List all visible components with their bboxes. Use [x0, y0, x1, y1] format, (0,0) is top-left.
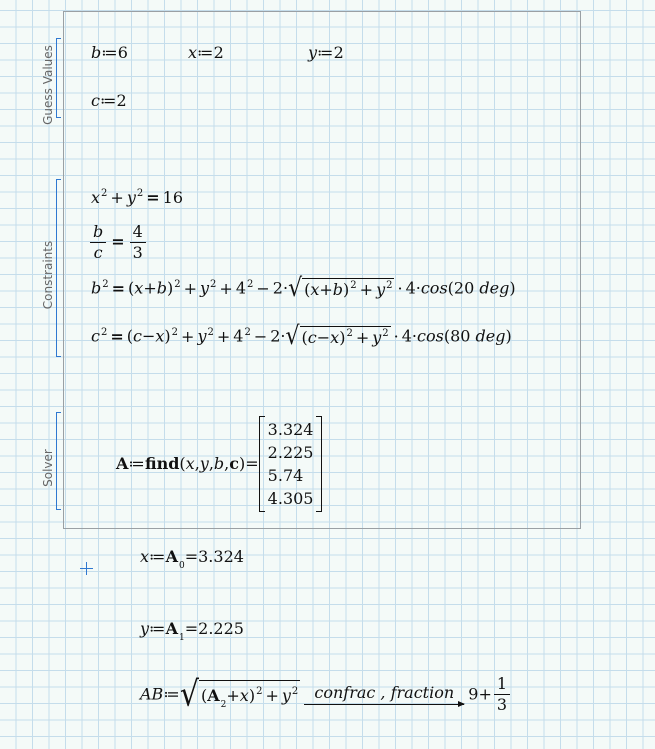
matrix-cell: 4.305 — [267, 489, 314, 508]
guess-y-region[interactable]: y≔2 — [308, 43, 344, 62]
guess-b-region[interactable]: b≔6 — [91, 43, 128, 62]
symbolic-arrow: confrac , fraction — [304, 685, 464, 705]
result-fraction: $\frac{1}{3}$ — [494, 676, 510, 713]
matrix-cell: 5.74 — [267, 466, 304, 485]
constraints-section[interactable] — [40, 179, 64, 357]
sqrt-sign: √ $(c-x)^2 + y^2$ — [285, 322, 389, 351]
ab-expression[interactable]: AB≔ √ $(A_2+x)^2 + y^2$ confrac , fraction 9+ $\frac{1}{3}$ — [140, 676, 512, 713]
section-bracket — [56, 179, 61, 357]
sqrt-sign: √ $(A_2+x)^2 + y^2$ — [179, 673, 299, 715]
guess-values-section[interactable] — [40, 38, 64, 125]
constraint-1[interactable]: $x^2 + y^2 = 16$ — [91, 188, 183, 207]
constraint-4[interactable]: $c^2 = (c-x)^2 + y^2 + 4^2 - 2\cdot$ √ $(c-x)^2 + y^2$ · 4·cos(80 deg) — [91, 322, 512, 351]
matrix-cell: 2.225 — [267, 443, 314, 462]
section-label: Constraints — [41, 240, 55, 310]
constraint-2[interactable]: $\frac{b}{c}$ = $\frac{4}{3}$ — [88, 224, 148, 261]
sqrt-sign: √ $(x+b)^2 + y^2$ — [288, 274, 393, 303]
crosshair-cursor-icon — [80, 562, 93, 575]
fraction-right: $\frac{4}{3}$ — [130, 224, 146, 261]
assign-x[interactable]: $x≔A_0=3.324$ — [140, 547, 244, 571]
solver-find[interactable]: A≔find(x,y,b,c)= 3.324 2.225 5.74 4.305 — [116, 416, 322, 512]
assign-y[interactable]: $y≔A_1=2.225$ — [140, 619, 244, 643]
section-bracket — [56, 412, 61, 510]
guess-c-region[interactable]: c≔2 — [91, 91, 127, 110]
section-label: Solver — [41, 449, 55, 487]
fraction-left: $\frac{b}{c}$ — [90, 224, 106, 261]
solver-section[interactable] — [40, 412, 64, 510]
guess-x-region[interactable]: x≔2 — [188, 43, 224, 62]
matrix-cell: 3.324 — [267, 420, 314, 439]
result-matrix — [259, 416, 323, 512]
section-label: Guess Values — [41, 45, 55, 125]
section-bracket — [56, 38, 61, 118]
constraint-3[interactable]: $b^2 = (x+b)^2 + y^2 + 4^2 - 2\cdot$ √ $(x+b)^2 + y^2$ · 4·cos(20 deg) — [91, 274, 516, 303]
